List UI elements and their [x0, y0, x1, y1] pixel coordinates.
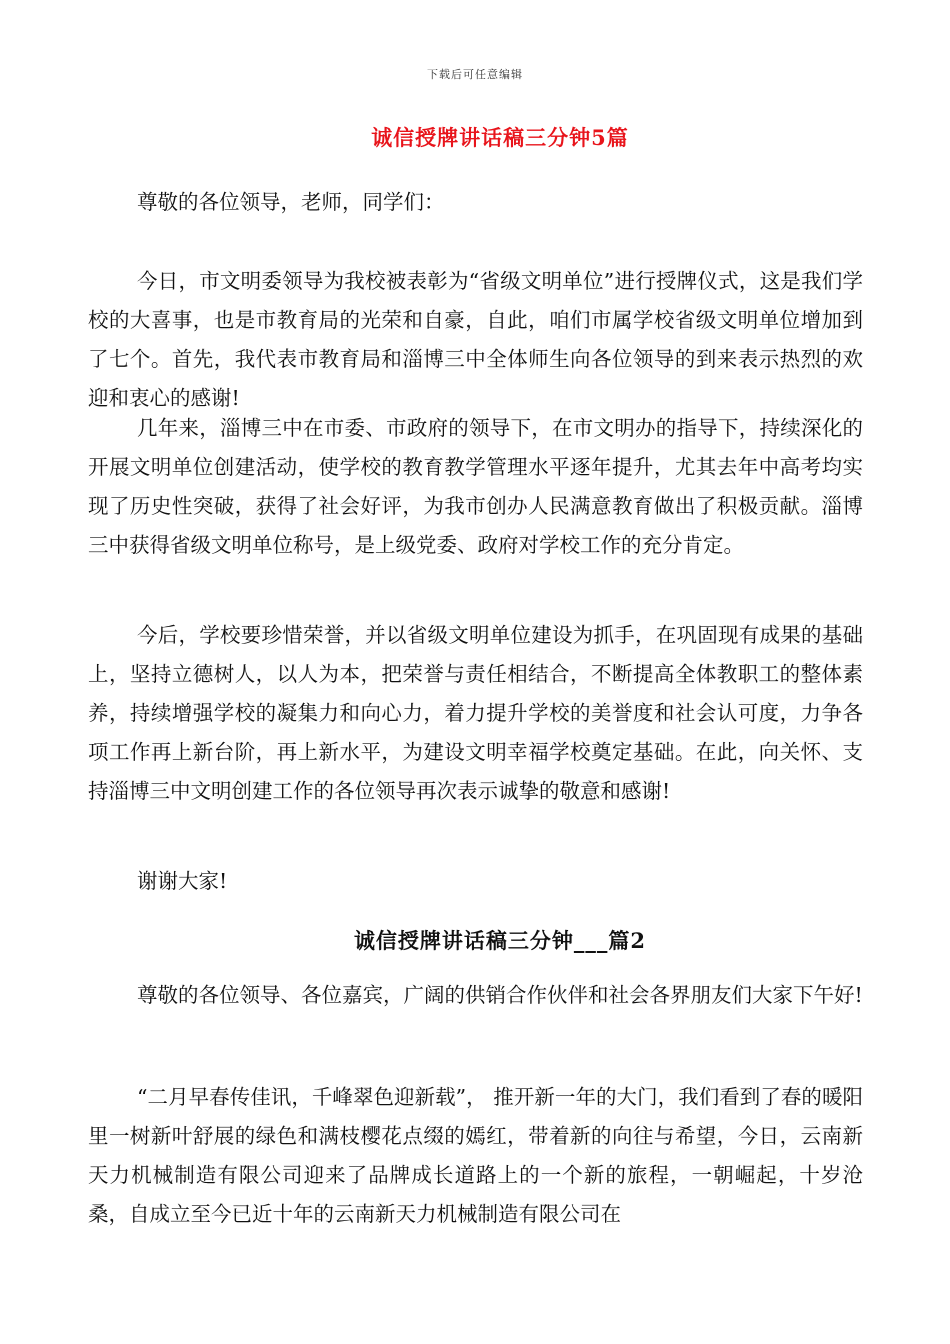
- section2-paragraph-1: “二月早春传佳讯，千峰翠色迎新载”， 推开新一年的大门，我们看到了春的暖阳里一树新叶舒展的绿色和满枝樱花点缀的嫣红，带着新的向往与希望，今日，云南新天力机械制造有限公司迎来了品牌成长道路上的一个新的旅程，一朝崛起，十岁沧桑，自成立至今已近十年的云南新天力机械制造有限公司在: [88, 1085, 863, 1226]
- header-note: 下载后可任意编辑: [427, 68, 523, 81]
- section1-paragraph-3: 今后，学校要珍惜荣誉，并以省级文明单位建设为抓手，在巩固现有成果的基础上，坚持立德树人，以人为本，把荣誉与责任相结合，不断提高全体教职工的整体素养，持续增强学校的凝集力和向心力，着力提升学校的美誉度和社会认可度，力争各项工作再上新台阶，再上新水平，为建设文明幸福学校奠定基础。在此，向关怀、支持淄博三中文明创建工作的各位领导再次表示诚挚的敬意和感谢!: [88, 623, 863, 803]
- section1-closing: 谢谢大家!: [137, 869, 228, 893]
- section2-greeting: 尊敬的各位领导、各位嘉宾，广阔的供销合作伙伴和社会各界朋友们大家下午好!: [137, 983, 863, 1007]
- section1-greeting: 尊敬的各位领导，老师，同学们：: [137, 190, 445, 214]
- section2-title: 诚信授牌讲话稿三分钟___篇2: [353, 928, 647, 953]
- section1-paragraph-1: 今日，市文明委领导为我校被表彰为“省级文明单位”进行授牌仪式，这是我们学校的大喜事，也是市教育局的光荣和自豪，自此，咱们市属学校省级文明单位增加到了七个。首先，我代表市教育局和淄博三中全体师生向各位领导的到来表示热烈的欢迎和衷心的感谢!: [88, 269, 863, 410]
- document-title: 诚信授牌讲话稿三分钟5篇: [371, 125, 629, 150]
- section1-paragraph-2: 几年来，淄博三中在市委、市政府的领导下，在市文明办的指导下，持续深化的开展文明单位创建活动，使学校的教育教学管理水平逐年提升，尤其去年中高考均实现了历史性突破，获得了社会好评，为我市创办人民满意教育做出了积极贡献。淄博三中获得省级文明单位称号，是上级党委、政府对学校工作的充分肯定。: [88, 416, 863, 557]
